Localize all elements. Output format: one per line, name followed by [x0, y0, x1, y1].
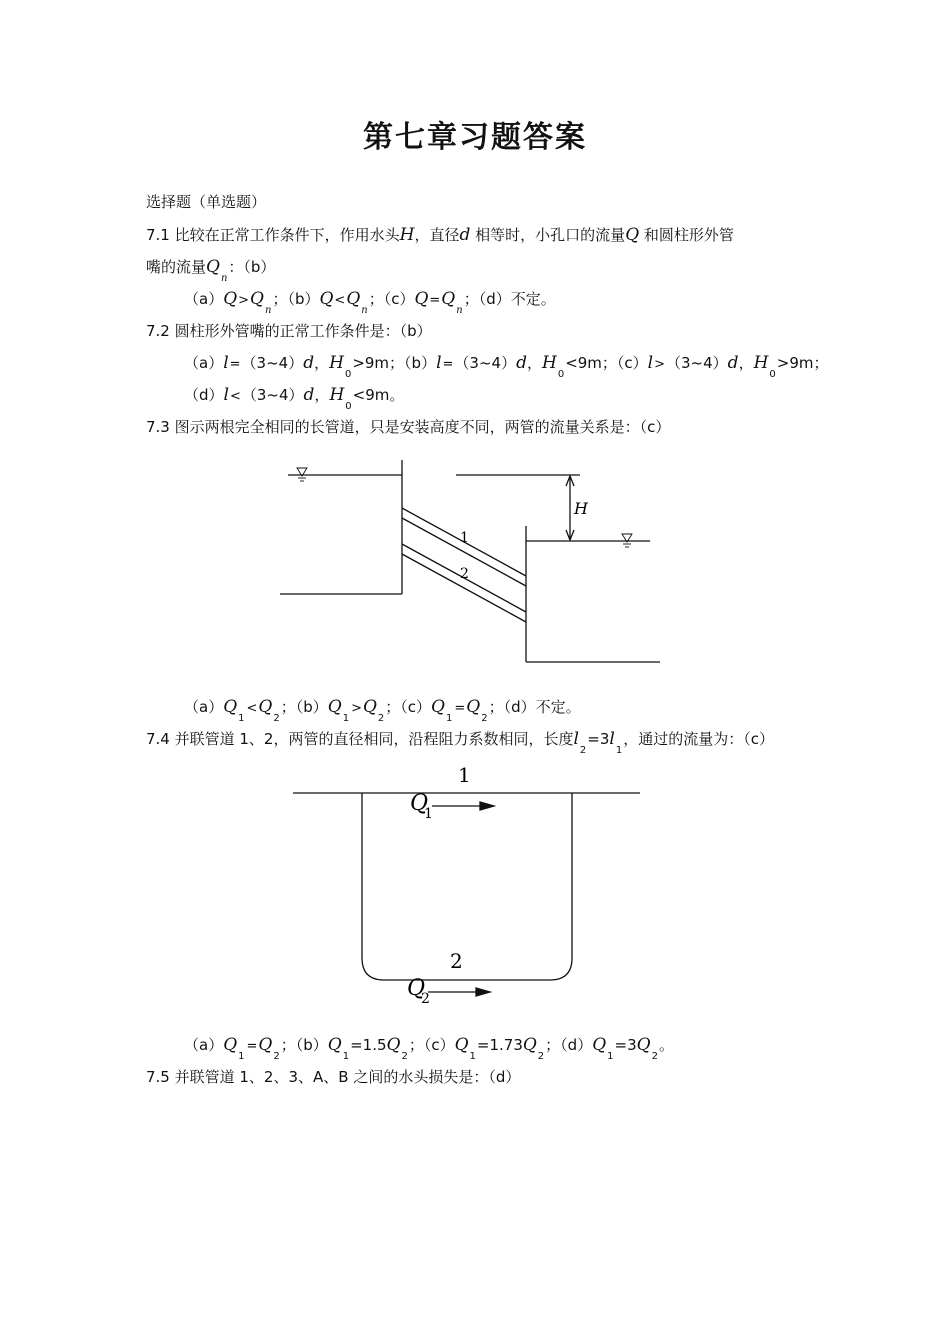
- option-text: ，: [526, 354, 542, 372]
- section-heading: 选择题（单选题）: [146, 193, 267, 211]
- math-subscript: 2: [651, 1051, 658, 1062]
- question-text: ，通过的流量为：（c）: [623, 730, 774, 748]
- pipe-1-label: 1: [460, 530, 469, 546]
- figure-7-4: [293, 793, 640, 996]
- math-symbol: Q: [206, 257, 220, 277]
- option-text: （3~4）: [241, 386, 304, 404]
- option-text: 。: [658, 1036, 674, 1054]
- math-operator: >: [351, 701, 362, 716]
- math-symbol: l: [223, 385, 229, 405]
- math-subscript: 0: [557, 369, 565, 380]
- math-subscript: n: [220, 273, 228, 284]
- math-symbol: Q: [346, 289, 361, 309]
- math-symbol: l: [647, 353, 654, 373]
- option-label: ；（b）: [389, 354, 437, 372]
- math-symbol: l: [436, 353, 442, 373]
- branch-1-label: 1: [458, 763, 471, 787]
- math-subscript: 1: [445, 713, 453, 724]
- math-symbol: Q: [625, 225, 640, 245]
- math-subscript: 0: [344, 369, 352, 380]
- math-subscript: 2: [273, 1051, 280, 1062]
- math-subscript: n: [456, 305, 463, 316]
- math-operator: >: [238, 293, 250, 308]
- option-text: （3~4）: [454, 354, 517, 372]
- q1-subscript: 1: [424, 806, 433, 822]
- math-symbol: Q: [223, 1035, 238, 1055]
- option-text: （3~4）: [241, 354, 304, 372]
- q2-subscript: 2: [421, 991, 430, 1007]
- math-subscript: 2: [579, 745, 587, 756]
- math-subscript: 1: [238, 713, 245, 724]
- math-symbol: d: [303, 353, 315, 373]
- question-text: ，直径: [414, 226, 460, 244]
- math-subscript: 1: [238, 1051, 245, 1062]
- option-label: （a）: [184, 354, 224, 372]
- option-text: ，: [314, 354, 330, 372]
- option-label: （d）: [184, 386, 224, 404]
- math-operator: =: [229, 357, 241, 372]
- math-symbol: Q: [431, 697, 445, 717]
- math-subscript: 0: [769, 369, 776, 380]
- math-symbol: Q: [592, 1035, 607, 1055]
- math-subscript: 1: [469, 1051, 476, 1062]
- math-subscript: n: [264, 305, 272, 316]
- math-symbol: H: [541, 353, 557, 373]
- figure-7-3: [280, 460, 660, 662]
- option-text: <9m: [565, 354, 602, 372]
- math-symbol: Q: [258, 697, 273, 717]
- math-symbol: Q: [386, 1035, 401, 1055]
- option-label: （a）: [184, 290, 224, 308]
- option-label: （a）: [184, 1036, 224, 1054]
- question-number: 7.1: [146, 226, 170, 244]
- option-label: （a）: [184, 698, 224, 716]
- math-symbol: Q: [466, 697, 481, 717]
- branch-2-label: 2: [450, 949, 463, 973]
- option-text: ，: [738, 354, 754, 372]
- option-text: <9m: [352, 386, 390, 404]
- math-operator: =: [429, 293, 441, 308]
- option-text: 。: [389, 386, 405, 404]
- math-symbol: Q: [250, 289, 264, 309]
- math-operator: <: [229, 389, 241, 404]
- math-subscript: n: [361, 305, 368, 316]
- option-label: ；（c）: [368, 290, 415, 308]
- math-operator: <: [334, 293, 346, 308]
- question-7-5-stem: 7.5 并联管道 1、2、3、A、B 之间的水头损失是：（d）: [146, 1068, 521, 1086]
- option-label: ；（b）: [280, 698, 328, 716]
- math-subscript: 1: [615, 745, 623, 756]
- math-symbol: Q: [522, 1035, 537, 1055]
- pipe-2-label: 2: [460, 566, 469, 582]
- question-text: 和圆柱形外管: [643, 226, 734, 244]
- math-operator: =: [246, 1039, 258, 1054]
- page-title: 第七章习题答案: [363, 120, 587, 155]
- option-text: ；: [813, 354, 829, 372]
- math-symbol: Q: [441, 289, 456, 309]
- math-subscript: 2: [273, 713, 280, 724]
- option-text: >9m: [352, 354, 390, 372]
- question-7-4-options: [184, 1035, 674, 1062]
- math-symbol: Q: [362, 697, 377, 717]
- question-text: 7.4 并联管道 1、2，两管的直径相同，沿程阻力系数相同，长度: [146, 730, 574, 748]
- option-label: ；（c）: [385, 698, 432, 716]
- math-subscript: 2: [537, 1051, 545, 1062]
- math-symbol: Q: [258, 1035, 273, 1055]
- question-text: 嘴的流量: [146, 258, 207, 276]
- math-symbol: Q: [223, 697, 238, 717]
- h-label: H: [574, 499, 588, 518]
- math-symbol: l: [573, 729, 579, 749]
- question-7-4-stem: [146, 729, 774, 756]
- option-label: ；（b）: [272, 290, 320, 308]
- math-symbol: d: [727, 353, 739, 373]
- math-symbol: Q: [327, 1035, 342, 1055]
- math-symbol: Q: [327, 697, 342, 717]
- math-subscript: 2: [377, 713, 385, 724]
- math-symbol: Q: [454, 1035, 469, 1055]
- math-symbol: d: [459, 225, 471, 245]
- math-symbol: H: [753, 353, 769, 373]
- math-symbol: l: [223, 353, 229, 373]
- question-7-2-stem: 7.2 圆柱形外管嘴的正常工作条件是：（b）: [146, 322, 432, 340]
- option-text: >9m: [776, 354, 814, 372]
- math-symbol: Q: [636, 1035, 651, 1055]
- math-symbol: H: [399, 225, 415, 245]
- option-label: ；（d）不定。: [488, 698, 581, 716]
- option-label: ；（d）: [545, 1036, 593, 1054]
- math-operator: =: [442, 357, 454, 372]
- math-subscript: 2: [401, 1051, 408, 1062]
- arrow-head-1-icon: [480, 802, 494, 810]
- math-symbol: Q: [319, 289, 334, 309]
- math-symbol: d: [303, 385, 315, 405]
- option-text: =1.73: [476, 1036, 523, 1054]
- q1-label: Q: [410, 791, 429, 816]
- math-operator: <: [246, 701, 258, 716]
- option-label: ；（b）: [280, 1036, 328, 1054]
- arrow-head-2-icon: [476, 988, 490, 996]
- math-subscript: 1: [342, 1051, 350, 1062]
- pipe-2-line: [362, 958, 572, 980]
- math-subscript: 0: [345, 401, 352, 412]
- question-text: 比较在正常工作条件下，作用水头: [174, 226, 400, 244]
- math-symbol: d: [516, 353, 527, 373]
- question-7-3-stem: 7.3 图示两根完全相同的长管道，只是安装高度不同，两管的流量关系是：（c）: [146, 418, 671, 436]
- answer: ：（b）: [228, 258, 276, 276]
- option-label: ；（c）: [408, 1036, 455, 1054]
- math-subscript: 2: [481, 713, 488, 724]
- option-text: （3~4）: [666, 354, 728, 372]
- math-symbol: Q: [414, 289, 429, 309]
- option-text: =1.5: [350, 1036, 387, 1054]
- math-operator: >: [654, 357, 666, 372]
- math-symbol: Q: [223, 289, 238, 309]
- question-7-3-options: [184, 697, 581, 724]
- option-label: ；（d）不定。: [463, 290, 556, 308]
- math-symbol: l: [609, 729, 615, 749]
- math-subscript: 1: [342, 713, 350, 724]
- q2-label: Q: [407, 976, 426, 1001]
- math-symbol: H: [329, 353, 344, 373]
- pipe-2: [402, 544, 526, 622]
- math-symbol: H: [329, 385, 345, 405]
- question-text: 相等时，小孔口的流量: [475, 226, 626, 244]
- math-subscript: 1: [607, 1051, 614, 1062]
- question-text: =3: [587, 730, 610, 748]
- option-label: ；（c）: [601, 354, 648, 372]
- option-text: ，: [314, 386, 330, 404]
- option-text: =3: [614, 1036, 637, 1054]
- math-operator: =: [454, 701, 466, 716]
